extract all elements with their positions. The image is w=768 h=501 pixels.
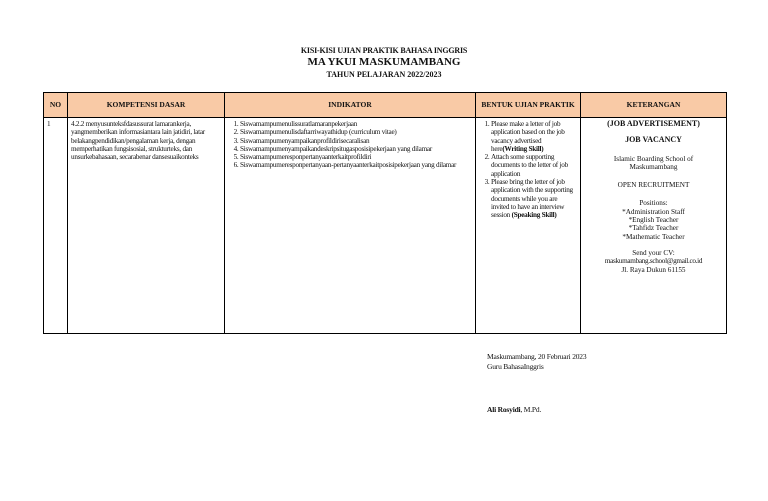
bentuk-text: Attach some supporting documents to the letter of job application [491,153,568,178]
signer-name-bold: Ali Rosyidi [487,405,521,414]
ad-email: maskumambang.school@gmail.co.id [604,257,703,266]
cell-keterangan [581,118,727,334]
ad-positions-label: Positions: [639,199,668,208]
list-item [491,120,577,153]
ad-position: *Tahfidz Teacher [628,224,679,233]
cell-indikator [225,118,476,334]
col-header-bentuk: BENTUK UJIAN PRAKTIK [476,93,581,118]
list-item: 3. Siswamampumenyampaikanprofildirisecaralisan [240,137,472,145]
list-item [491,178,577,219]
ad-open: OPEN RECRUITMENT [617,181,690,190]
academic-year: TAHUN PELAJARAN 2022/2023 [326,70,442,79]
col-header-keterangan: KETERANGAN [581,93,727,118]
col-header-no: NO [44,93,68,118]
place-date: Maskumambang, 20 Februari 2023 [487,352,587,361]
ad-position: *Administration Staff [622,207,685,216]
bentuk-text: Please bring the letter of job application with the supporting documents while you are invited to have an interview session [491,178,573,220]
ad-address: Jl. Raya Dukun 61155 [621,265,686,274]
col-header-indikator: INDIKATOR [225,93,476,118]
ad-subtitle: JOB VACANCY [625,135,682,145]
table-header-row [44,93,727,118]
signer-degree: , M.Pd. [520,405,542,414]
cell-kompetensi: 4.2.2 menyusunteksfdasussurat lamarankerja, yangmemberikan informasiantara lain jatidiri, latar belakangpendidikan/pengalaman kerja, dengan memperhatikan fungsisosial, strukturteks, dan unsurkebahasaan, secarabenar dansesuaikonteks [68,118,225,334]
ad-school: Islamic Boarding School of Maskumambang [613,154,694,171]
list-item [491,153,577,178]
bentuk-text: Please make a letter of job application based on the job vacancy advertised here [491,120,565,153]
skill-label: (Speaking Skill) [511,211,557,220]
col-header-kompetensi: KOMPETENSI DASAR [68,93,225,118]
ad-position: *Mathematic Teacher [622,232,685,241]
ad-send: Send your CV: [632,248,675,257]
doc-title: KISI-KISI UJIAN PRAKTIK BAHASA INGGRIS [300,46,468,55]
ad-position: *English Teacher [628,216,679,225]
signer-role: Guru BahasaInggris [487,362,544,371]
list-item: 1. Siswamampumenulissuratlamaranpekerjaan [240,120,472,128]
school-name: MA YKUI MASKUMAMBANG [307,56,461,68]
list-item: 2. Siswamampumenulisdaftarriwayathidup (curriculum vitae) [240,128,472,136]
list-item: 4. Siswamampumenyampaikandeskripsitugasposisipekerjaan yang dilamar [240,145,472,153]
cell-bentuk [476,118,581,334]
signer-name [487,405,541,414]
table-row [44,118,727,334]
indikator-list [228,120,472,170]
list-item: 5. Siswamampumeresponpertanyaanterkaitprofildiri [240,153,472,161]
bentuk-list [479,120,577,220]
cell-no: 1 [44,118,68,334]
list-item: 6. Siswamampumeresponpertanyaan-pertanyaanterkaitposisipekerjaan yang dilamar [240,161,472,169]
exam-grid-table [43,92,727,334]
skill-label: (Writing Skill) [502,144,544,153]
ad-title: (JOB ADVERTISEMENT) [607,119,700,128]
